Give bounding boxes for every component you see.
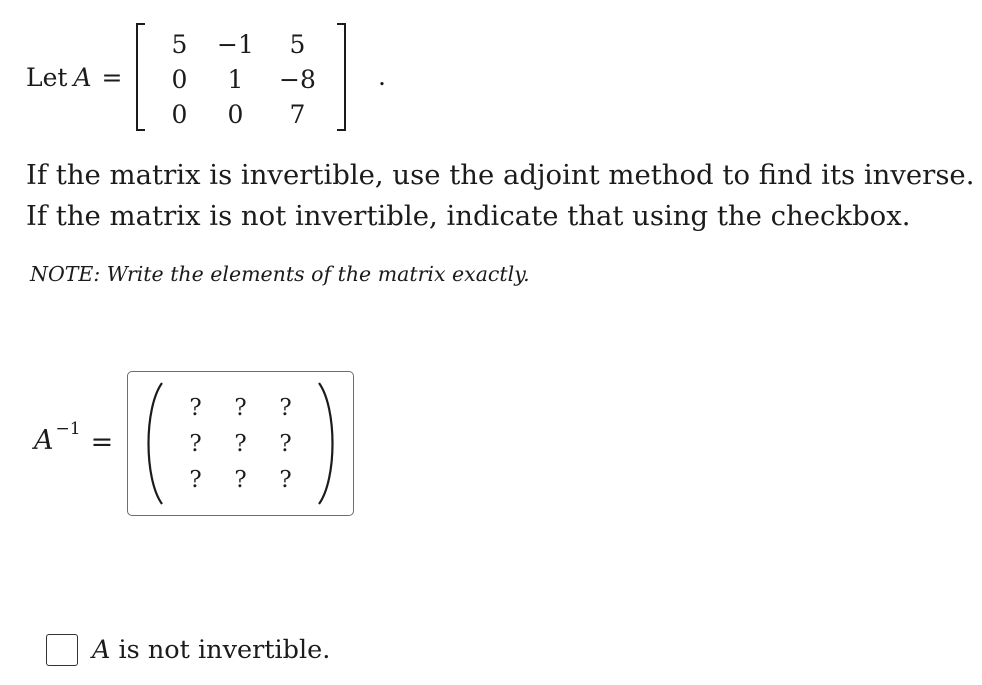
- inverse-cell-r1c3[interactable]: ?: [279, 395, 292, 421]
- left-bracket: [136, 23, 145, 131]
- inverse-cell-r3c1[interactable]: ?: [189, 467, 202, 493]
- matrix-a-cell: 0: [227, 100, 244, 129]
- matrix-a-cell: 0: [171, 65, 188, 94]
- matrix-a-cell: −8: [279, 65, 316, 94]
- inverse-equals: =: [90, 427, 114, 458]
- matrix-a-cell: 5: [289, 30, 306, 59]
- inverse-label: [34, 419, 114, 458]
- matrix-a-cell: 5: [171, 30, 188, 59]
- inverse-variable: A: [34, 425, 54, 456]
- inverse-cell-r1c1[interactable]: ?: [189, 395, 202, 421]
- sentence-period: .: [378, 62, 386, 91]
- inverse-cell-r2c3[interactable]: ?: [279, 431, 292, 457]
- right-paren-icon: [315, 380, 341, 507]
- matrix-a-cell: 1: [227, 65, 244, 94]
- not-invertible-option[interactable]: [46, 634, 330, 666]
- instructions: [26, 155, 974, 237]
- left-paren-icon: [140, 380, 166, 507]
- inverse-matrix-grid: [173, 390, 308, 498]
- not-invertible-label: [92, 635, 330, 665]
- inverse-exponent: −1: [55, 419, 81, 439]
- inverse-cell-r3c2[interactable]: ?: [234, 467, 247, 493]
- instruction-line-1: If the matrix is invertible, use the adjoint method to find its inverse.: [26, 159, 975, 191]
- matrix-variable: A: [73, 62, 92, 92]
- equals-sign: =: [101, 62, 123, 92]
- matrix-definition: [26, 18, 346, 136]
- matrix-a: [136, 21, 346, 133]
- checkbox-label-text: is not invertible.: [110, 635, 331, 665]
- inverse-cell-r1c2[interactable]: ?: [234, 395, 247, 421]
- matrix-a-cell: 0: [171, 100, 188, 129]
- matrix-a-grid: [154, 27, 328, 132]
- checkbox-variable: A: [92, 635, 111, 665]
- instruction-line-2: If the matrix is not invertible, indicate that using the checkbox.: [26, 200, 911, 232]
- right-bracket: [337, 23, 346, 131]
- inverse-matrix-input[interactable]: [127, 371, 354, 516]
- matrix-a-cell: 7: [289, 100, 306, 129]
- inverse-cell-r3c3[interactable]: ?: [279, 467, 292, 493]
- not-invertible-checkbox[interactable]: [46, 634, 78, 666]
- note-text: NOTE: Write the elements of the matrix exactly.: [30, 262, 530, 286]
- inverse-cell-r2c1[interactable]: ?: [189, 431, 202, 457]
- matrix-a-cell: −1: [217, 30, 254, 59]
- let-word: Let: [26, 62, 68, 92]
- inverse-cell-r2c2[interactable]: ?: [234, 431, 247, 457]
